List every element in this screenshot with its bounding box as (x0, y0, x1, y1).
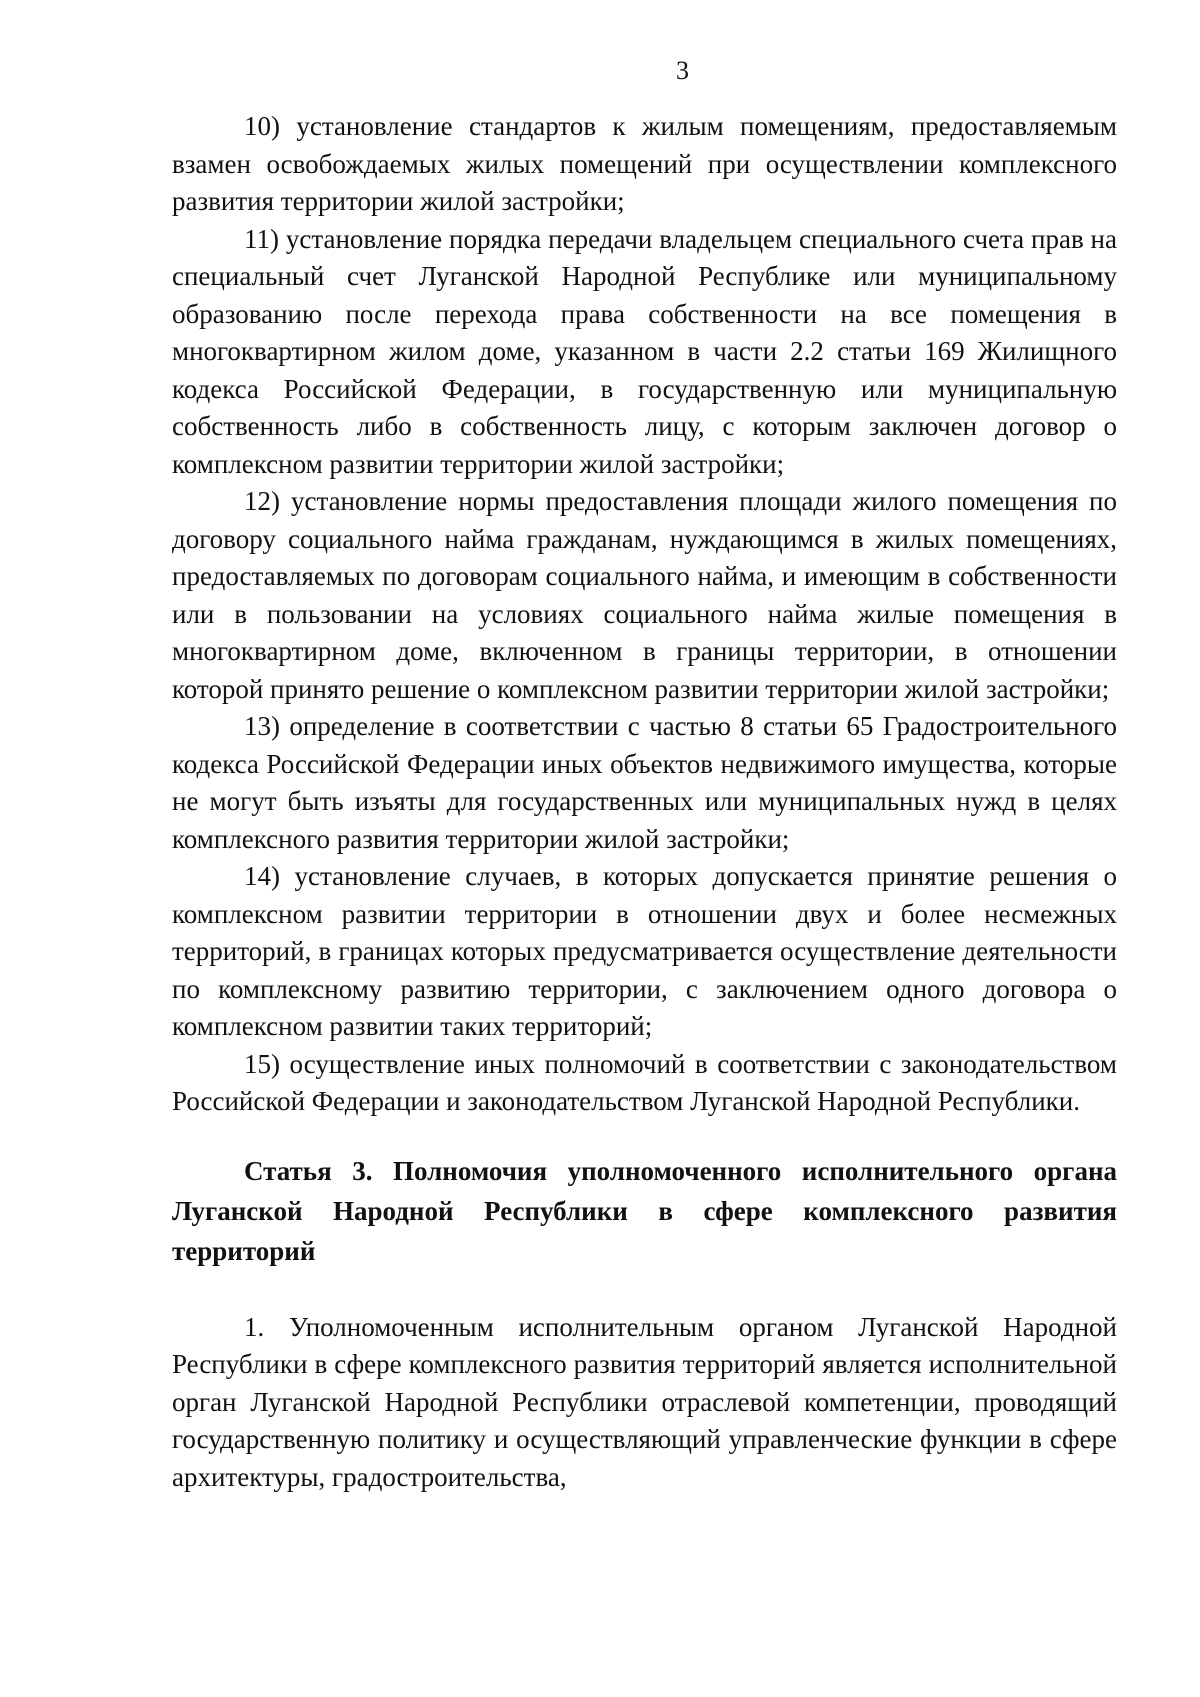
list-item-15: 15) осуществление иных полномочий в соответствии с законодательством Российской Федерации и законодательством Луганской Народной Республики. (172, 1048, 1117, 1116)
list-item-12: 12) установление нормы предоставления площади жилого помещения по договору социального найма гражданам, нуждающимся в жилых помещениях, предоставляемых по договорам социального найма, и имеющим в собственности или в пользовании на условиях социального найма жилые помещения в многоквартирном доме, включенном в границы территории, в отношении которой принято решение о комплексном развитии территории жилой застройки; (172, 486, 1117, 704)
list-item-13: 13) определение в соответствии с частью 8 статьи 65 Градостроительного кодекса Российской Федерации иных объектов недвижимого имущества, которые не могут быть изъяты для государственных или муниципальных нужд в целях комплексного развития территории жилой застройки; (172, 711, 1117, 854)
page-number: 3 (676, 56, 689, 85)
list-item-11: 11) установление порядка передачи владельцем специального счета прав на специальный счет Луганской Народной Республике или муниципальному образованию после перехода права собственности на все помещения в многоквартирном жилом доме, указанном в части 2.2 статьи 169 Жилищного кодекса Российской Федерации, в государственную или муниципальную собственность либо в собственность лицу, с которым заключен договор о комплексном развитии территории жилой застройки; (172, 223, 1117, 479)
document-body (172, 108, 1117, 1496)
list-item-14: 14) установление случаев, в которых допускается принятие решения о комплексном развитии территории в отношении двух и более несмежных территорий, в границах которых предусматривается осуществление деятельности по комплексному развитию территории, с заключением одного договора о комплексном развитии таких территорий; (172, 861, 1117, 1041)
article-3-heading: Статья 3. Полномочия уполномоченного исполнительного органа Луганской Народной Республики в сфере комплексного развития территорий (172, 1155, 1117, 1266)
list-item-10: 10) установление стандартов к жилым помещениям, предоставляемым взамен освобождаемых жилых помещений при осуществлении комплексного развития территории жилой застройки; (172, 111, 1117, 216)
article-3-paragraph-1: 1. Уполномоченным исполнительным органом Луганской Народной Республики в сфере комплексного развития территорий является исполнительной орган Луганской Народной Республики отраслевой компетенции, проводящий государственную политику и осуществляющий управленческие функции в сфере архитектуры, градостроительства, (172, 1311, 1117, 1492)
